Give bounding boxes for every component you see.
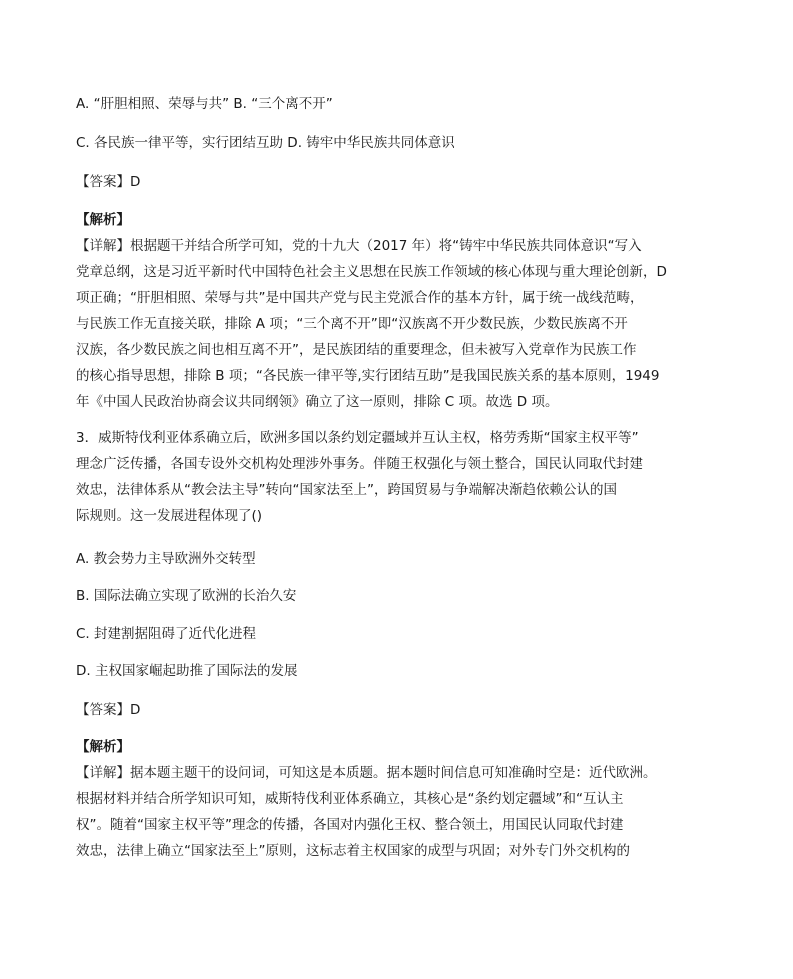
q2-option-ab: A. “肝胆相照、荣辱与共” B. “三个离不开”	[76, 96, 333, 112]
analysis-line: 【详解】根据题干并结合所学可知，党的十九大（2017 年）将“铸牢中华民族共同体意识“写入	[76, 238, 642, 254]
q3-option-d: D. 主权国家崛起助推了国际法的发展	[76, 663, 298, 679]
q2-answer: 【答案】D	[76, 174, 141, 190]
stem-line: 效忠，法律体系从“教会法主导”转向“国家法至上”，跨国贸易与争端解决渐趋依赖公认的国	[76, 482, 617, 498]
analysis-line: 权”。随着“国家主权平等”理念的传播，各国对内强化王权、整合领土，用国民认同取代封建	[76, 817, 624, 833]
q2-option-cd: C. 各民族一律平等，实行团结互助 D. 铸牢中华民族共同体意识	[76, 135, 455, 151]
stem-line: 际规则。这一发展进程体现了()	[76, 508, 263, 524]
q2-analysis-heading: 【解析】	[76, 212, 130, 228]
analysis-line: 的核心指导思想，排除 B 项；“各民族一律平等,实行团结互助”是我国民族关系的基本原则，1949	[76, 368, 660, 384]
q3-stem	[76, 425, 716, 529]
analysis-line: 汉族，各少数民族之间也相互离不开”，是民族团结的重要理念，但未被写入党章作为民族工作	[76, 342, 637, 358]
q3-answer: 【答案】D	[76, 702, 141, 718]
stem-line: 3．威斯特伐利亚体系确立后，欧洲多国以条约划定疆域并互认主权，格劳秀斯“国家主权平等”	[76, 430, 639, 446]
analysis-line: 根据材料并结合所学知识可知，威斯特伐利亚体系确立，其核心是“条约划定疆域”和“互认主	[76, 791, 624, 807]
q3-analysis	[76, 760, 716, 864]
q3-analysis-heading: 【解析】	[76, 739, 130, 755]
analysis-line: 年《中国人民政治协商会议共同纲领》确立了这一原则，排除 C 项。故选 D 项。	[76, 394, 559, 410]
analysis-line: 项正确；“肝胆相照、荣辱与共”是中国共产党与民主党派合作的基本方针，属于统一战线范畴，	[76, 290, 644, 306]
q3-option-a: A. 教会势力主导欧洲外交转型	[76, 551, 256, 567]
q2-analysis	[76, 233, 716, 415]
analysis-line: 效忠，法律上确立“国家法至上”原则，这标志着主权国家的成型与巩固；对外专门外交机构的	[76, 843, 630, 859]
q3-option-b: B. 国际法确立实现了欧洲的长治久安	[76, 588, 297, 604]
analysis-line: 【详解】据本题主题干的设问词，可知这是本质题。据本题时间信息可知准确时空是：近代欧洲。	[76, 765, 657, 781]
analysis-line: 与民族工作无直接关联，排除 A 项；“三个离不开”即“汉族离不开少数民族，少数民族离不开	[76, 316, 628, 332]
analysis-line: 党章总纲，这是习近平新时代中国特色社会主义思想在民族工作领域的核心体现与重大理论创新，D	[76, 264, 667, 280]
stem-line: 理念广泛传播，各国专设外交机构处理涉外事务。伴随王权强化与领土整合，国民认同取代封建	[76, 456, 643, 472]
q3-option-c: C. 封建割据阻碍了近代化进程	[76, 626, 257, 642]
